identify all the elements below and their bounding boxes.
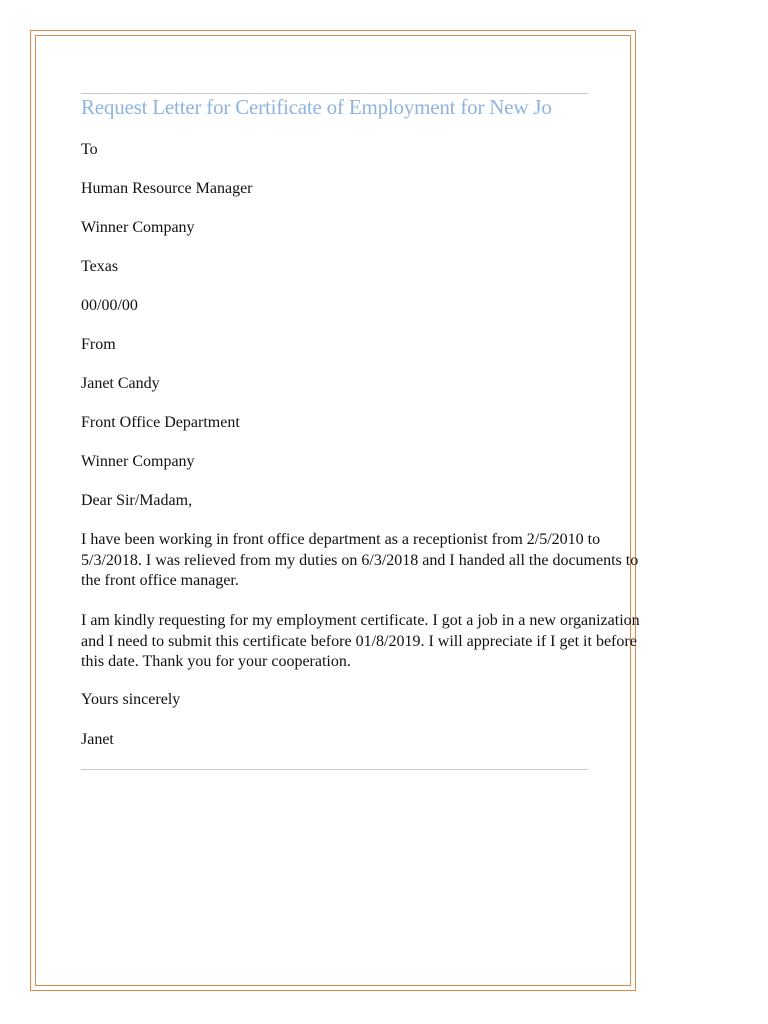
top-divider [81,93,588,94]
to-label: To [81,141,98,158]
recipient-title: Human Resource Manager [81,180,253,197]
sender-department: Front Office Department [81,414,240,431]
recipient-location: Texas [81,258,119,275]
page-border-inner [35,35,631,986]
salutation: Dear Sir/Madam, [81,492,193,509]
signature-name: Janet [81,731,114,748]
sender-company: Winner Company [81,453,195,470]
recipient-company: Winner Company [81,219,195,236]
closing: Yours sincerely [81,691,181,708]
sender-name: Janet Candy [81,375,160,392]
bottom-divider [81,769,588,770]
letter-date: 00/00/00 [81,297,138,314]
letter-title: Request Letter for Certificate of Employment for New Jo [81,95,552,119]
from-label: From [81,336,116,353]
body-paragraph-1: I have been working in front office department as a receptionist from 2/5/2010 to 5/3/2018. I was relieved from my duties on 6/3/2018 and I handed all the documents to the front office manager. [81,531,639,589]
body-paragraph-2: I am kindly requesting for my employment certificate. I got a job in a new organization and I need to submit this certificate before 01/8/2019. I will appreciate if I get it before this date. Thank you for your cooperation. [81,612,640,670]
